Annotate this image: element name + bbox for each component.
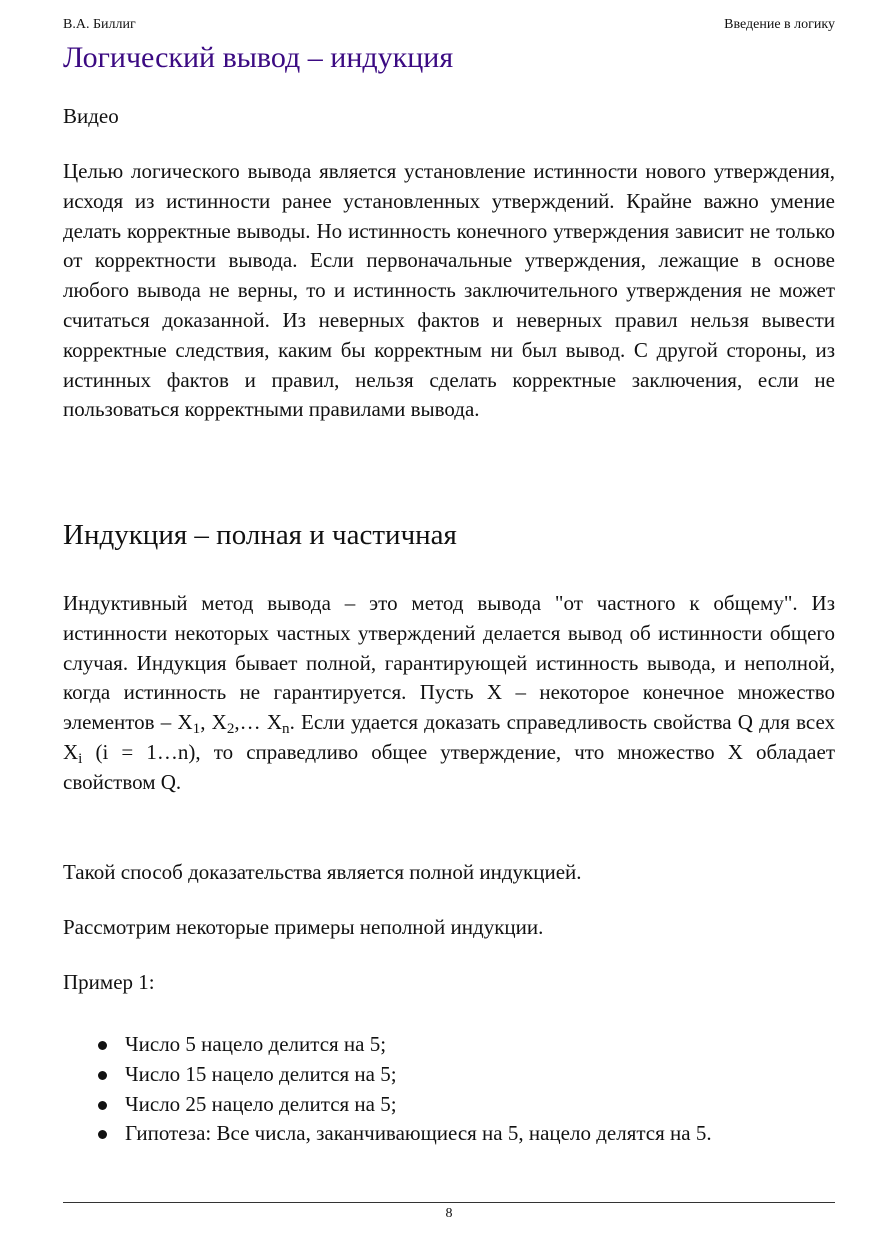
full-induction-text: Такой способ доказательства является полной индукцией. [63, 860, 582, 884]
header-course: Введение в логику [724, 17, 835, 32]
list-item: Гипотеза: Все числа, заканчивающиеся на 5, нацело делятся на 5. [63, 1119, 712, 1149]
header-author: В.А. Биллиг [63, 17, 136, 32]
list-item: Число 15 нацело делится на 5; [63, 1060, 712, 1090]
list-item: Число 5 нацело делится на 5; [63, 1030, 712, 1060]
running-header [63, 17, 835, 37]
bullet-icon [98, 1071, 107, 1080]
document-page [63, 0, 835, 1241]
bullet-icon [98, 1130, 107, 1139]
list-item: Число 25 нацело делится на 5; [63, 1090, 712, 1120]
page-title: Логический вывод – индукция [63, 41, 454, 74]
induction-paragraph: Индуктивный метод вывода – это метод вывода "от частного к общему". Из истинности некоторых частных утверждений делается вывод об истинности общего случая. Индукция бывает полной, гарантирующей истинность вывода, и неполной, когда истинность не гарантируется. Пусть X – некоторое конечное множество элементов – $X_1$, $X_2,\dots$ $X_n$. Если удается доказать справедливость свойства Q для всех $X_i$ (i = 1…n), то справедливо общее утверждение, что множество X обладает свойством Q. [63, 591, 836, 794]
bullet-icon [98, 1041, 107, 1050]
example-list [63, 1030, 712, 1149]
bullet-icon [98, 1101, 107, 1110]
page-number: 8 [445, 1206, 453, 1221]
video-label: Видео [63, 104, 119, 128]
incomplete-induction-intro: Рассмотрим некоторые примеры неполной индукции. [63, 915, 544, 939]
example-label: Пример 1: [63, 970, 155, 994]
section-heading: Индукция – полная и частичная [63, 519, 457, 551]
intro-paragraph: Целью логического вывода является установление истинности нового утверждения, исходя из истинности ранее установленных утверждений. Крайне важно умение делать корректные выводы. Но истинность конечного утверждения зависит не только от корректности вывода. Если первоначальные утверждения, лежащие в основе любого вывода не верны, то и истинность заключительного утверждения не может считаться доказанной. Из неверных фактов и неверных правил нельзя вывести корректные следствия, каким бы корректным ни был вывод. С другой стороны, из истинных фактов и правил, нельзя сделать корректные заключения, если не пользоваться корректными правилами вывода. [63, 159, 835, 422]
footer-divider [63, 1202, 835, 1203]
